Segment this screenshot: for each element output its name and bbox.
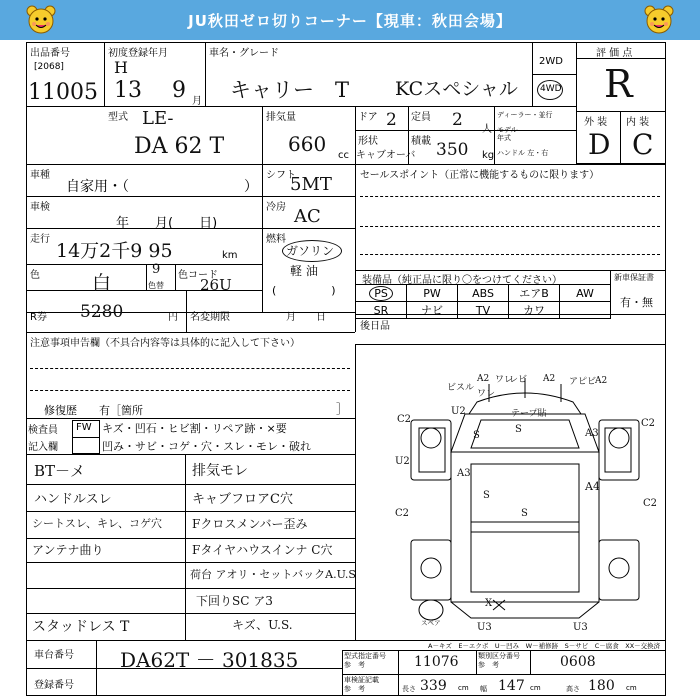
color-code-label: 色コード: [178, 270, 218, 281]
model-grade-label: 車名・グレード: [209, 48, 279, 59]
registration-month: 9: [172, 78, 186, 103]
mileage-label: 走行: [30, 234, 50, 245]
form-code-value: 11076: [414, 654, 459, 670]
note-right-3: Fクロスメンバー歪み: [192, 517, 308, 531]
spare-label: スペア: [421, 619, 441, 627]
equipment-item: エアB: [509, 285, 560, 302]
usage-label: 車種: [30, 170, 50, 181]
equipment-item: PW: [407, 285, 458, 302]
diagram-mark: A2: [595, 376, 608, 386]
rating-value: R: [604, 62, 633, 106]
diagram-mark: S: [473, 430, 480, 441]
fuel-value: ガソリン: [286, 244, 335, 258]
name-change-label: 名変期限: [190, 312, 230, 323]
length-unit: cm: [458, 684, 469, 692]
first-registration-label: 初度登録年月: [108, 48, 168, 59]
equipment-item: カワ: [509, 302, 560, 319]
note-right-7: キズ、U.S.: [232, 618, 293, 632]
repair-bracket: ］: [336, 402, 349, 416]
entry-column-label: 記入欄: [28, 442, 58, 453]
diagram-mark: S: [515, 424, 522, 435]
diagram-mark: A4: [585, 480, 600, 493]
lot-number: 11005: [28, 80, 98, 105]
diagram-mark: レビ: [509, 375, 528, 385]
width-value: 147: [498, 678, 525, 694]
yen-unit: 円: [168, 312, 178, 323]
drive-4wd-label: 4WD: [540, 84, 562, 94]
diagram-mark: アピビ: [569, 377, 597, 387]
color-count: 9: [152, 262, 161, 277]
steering-label: ハンドル 左・右: [497, 149, 549, 157]
note-right-1: 排気モレ: [192, 463, 248, 479]
load-label: 積載: [411, 136, 431, 147]
damage-legend: A－キズ E－エクボ U－凹み W－補修跡 S－サビ C－腐食 XX－交換済: [428, 642, 661, 650]
interior-label: 内 装: [626, 117, 650, 128]
model-type-label: 型式: [108, 112, 128, 123]
diagram-mark: S: [521, 508, 528, 519]
color-code-value: 26U: [200, 276, 232, 294]
height-label: 高さ: [566, 685, 580, 693]
capacity-value: 2: [452, 110, 463, 130]
fw-label: FW: [76, 422, 92, 433]
doors-value: 2: [386, 110, 397, 130]
repair-history-label: 修復歴 有［箇所: [44, 404, 143, 417]
equipment-label: 装備品（純正品に限り〇をつけてください）: [362, 275, 562, 286]
height-unit: cm: [626, 684, 637, 692]
km-unit: km: [222, 250, 238, 261]
shape-value: キャブオーバ: [356, 150, 416, 161]
dealer-label: ディーラー・並行: [497, 111, 553, 119]
person-unit: 人: [482, 124, 492, 135]
displacement-value: 660: [288, 132, 327, 156]
chassis-label: 車台番号: [34, 650, 74, 661]
recycle-value: 5280: [80, 302, 124, 322]
diagram-mark: U2: [451, 406, 466, 417]
note-right-4: Fタイヤハウスインナ C穴: [192, 543, 333, 557]
form-code-label: 型式指定番号 参 考: [344, 652, 386, 669]
cc-unit: cc: [338, 150, 349, 161]
warranty-value: 有・無: [620, 296, 653, 309]
diagram-mark: S: [483, 490, 490, 501]
light-oil-label: 軽 油: [290, 264, 318, 278]
sales-points-label: セールスポイント（正常に機能するものに限ります）: [360, 170, 600, 181]
color-label: 色: [30, 270, 40, 281]
kg-unit: kg: [482, 150, 495, 161]
model-year-label: モデル 年式: [497, 126, 518, 142]
model-code: DA 62 T: [134, 134, 225, 159]
diagram-mark: ビスル: [447, 383, 475, 393]
length-label: 長さ: [402, 685, 416, 693]
note-left-2: ハンドルスレ: [34, 492, 112, 507]
shift-value: 5MT: [290, 174, 332, 195]
equipment-item: AW: [560, 285, 611, 302]
warranty-label: 新車保証書: [614, 273, 654, 282]
dims-label: 車検証記載 参 考: [344, 676, 379, 693]
equipment-item: SR: [356, 302, 407, 319]
month-unit: 月: [192, 96, 202, 107]
note-left-1: BT－メ: [34, 462, 86, 480]
page-title: JU秋田ゼロ切りコーナー【現車：秋田会場】: [188, 12, 512, 30]
note-right-5: 荷台 アオリ・セットバックA.U.S: [190, 568, 356, 581]
ac-label: 冷房: [266, 202, 286, 213]
registration-era: H: [114, 58, 128, 77]
car-name: キャリー T: [230, 78, 350, 102]
reg-label: 登録番号: [34, 680, 74, 691]
inspection-format: 年 月( 日): [116, 216, 218, 231]
inspector-label: 検査員: [28, 425, 58, 436]
grade: KCスペシャル: [395, 78, 518, 100]
ac-value: AC: [294, 206, 321, 227]
registration-year: 13: [114, 78, 142, 103]
class-code-label: 類別区分番号 参 考: [478, 652, 520, 669]
usage-value: 自家用・（: [66, 179, 129, 195]
diagram-mark: ワレ: [495, 375, 514, 385]
chassis-number: DA62T － 301835: [120, 648, 299, 672]
color-value: 白: [92, 272, 112, 294]
diagram-mark: ワレ: [477, 389, 496, 399]
equipment-item: ナビ: [407, 302, 458, 319]
note-right-2: キャブフロアC穴: [192, 492, 293, 507]
diagram-mark: A3: [457, 468, 471, 479]
shape-label: 形状: [358, 136, 378, 147]
load-value: 350: [436, 140, 469, 160]
exterior-label: 外 装: [584, 117, 608, 128]
inspection-row-2: 凹み・サビ・コゲ・穴・スレ・モレ・破れ: [102, 440, 311, 453]
lot-number-label: 出品番号: [30, 48, 70, 59]
diagram-mark: C2: [643, 498, 658, 509]
diagram-mark: A2: [477, 374, 490, 384]
capacity-label: 定員: [411, 112, 431, 123]
equipment-item: PS: [369, 286, 393, 301]
recycle-label: R券: [30, 312, 47, 323]
note-left-3: シートスレ、キレ、コゲ穴: [32, 517, 163, 530]
shift-label: シフト: [266, 170, 296, 181]
diagram-mark: A2: [543, 374, 556, 384]
diagram-mark: X: [485, 598, 493, 609]
color-count-label: 色替: [148, 281, 164, 290]
note-left-7: スタッドレス T: [32, 619, 130, 635]
class-code-value: 0608: [560, 654, 596, 670]
diagram-mark: テープ貼: [511, 409, 547, 419]
reference-number: [2068]: [34, 62, 64, 72]
diagram-mark: A3: [585, 428, 599, 439]
diagram-mark: U2: [395, 456, 410, 467]
rating-label: 評 価 点: [596, 48, 633, 59]
displacement-label: 排気量: [266, 112, 296, 123]
equipment-item: [560, 302, 611, 319]
name-change-format: 月 日: [286, 312, 326, 323]
post-date-label: 後日品: [360, 321, 390, 332]
diagram-mark: C2: [395, 508, 410, 519]
width-unit: cm: [530, 684, 541, 692]
model-type-prefix: LE-: [142, 108, 174, 129]
drive-2wd-label: 2WD: [539, 56, 563, 67]
height-value: 180: [588, 678, 615, 694]
diagram-mark: C2: [641, 418, 656, 429]
mileage-value: 14万2千9 95: [56, 240, 173, 262]
diagram-mark: U3: [573, 622, 588, 633]
damage-diagram: [385, 372, 665, 634]
equipment-item: TV: [458, 302, 509, 319]
notes-label: 注意事項申告欄（不具合内容等は具体的に記入して下さい）: [30, 338, 300, 349]
interior-grade: C: [632, 128, 654, 161]
diagram-mark: U3: [477, 622, 492, 633]
inspection-row-1: キズ・凹石・ヒビ割・リペア跡・×要: [102, 422, 287, 435]
equipment-item: ABS: [458, 285, 509, 302]
fuel-other: ( ): [272, 284, 336, 297]
width-label: 幅: [480, 685, 487, 693]
diagram-mark: C2: [397, 414, 412, 425]
inspection-label: 車検: [30, 202, 50, 213]
note-right-6: 下回りSC ア3: [196, 594, 273, 608]
fuel-label: 燃料: [266, 234, 286, 245]
usage-close: ）: [244, 179, 258, 195]
doors-label: ドア: [358, 112, 378, 123]
note-left-4: アンテナ曲り: [32, 543, 104, 557]
exterior-grade: D: [588, 128, 611, 161]
length-value: 339: [420, 678, 447, 694]
